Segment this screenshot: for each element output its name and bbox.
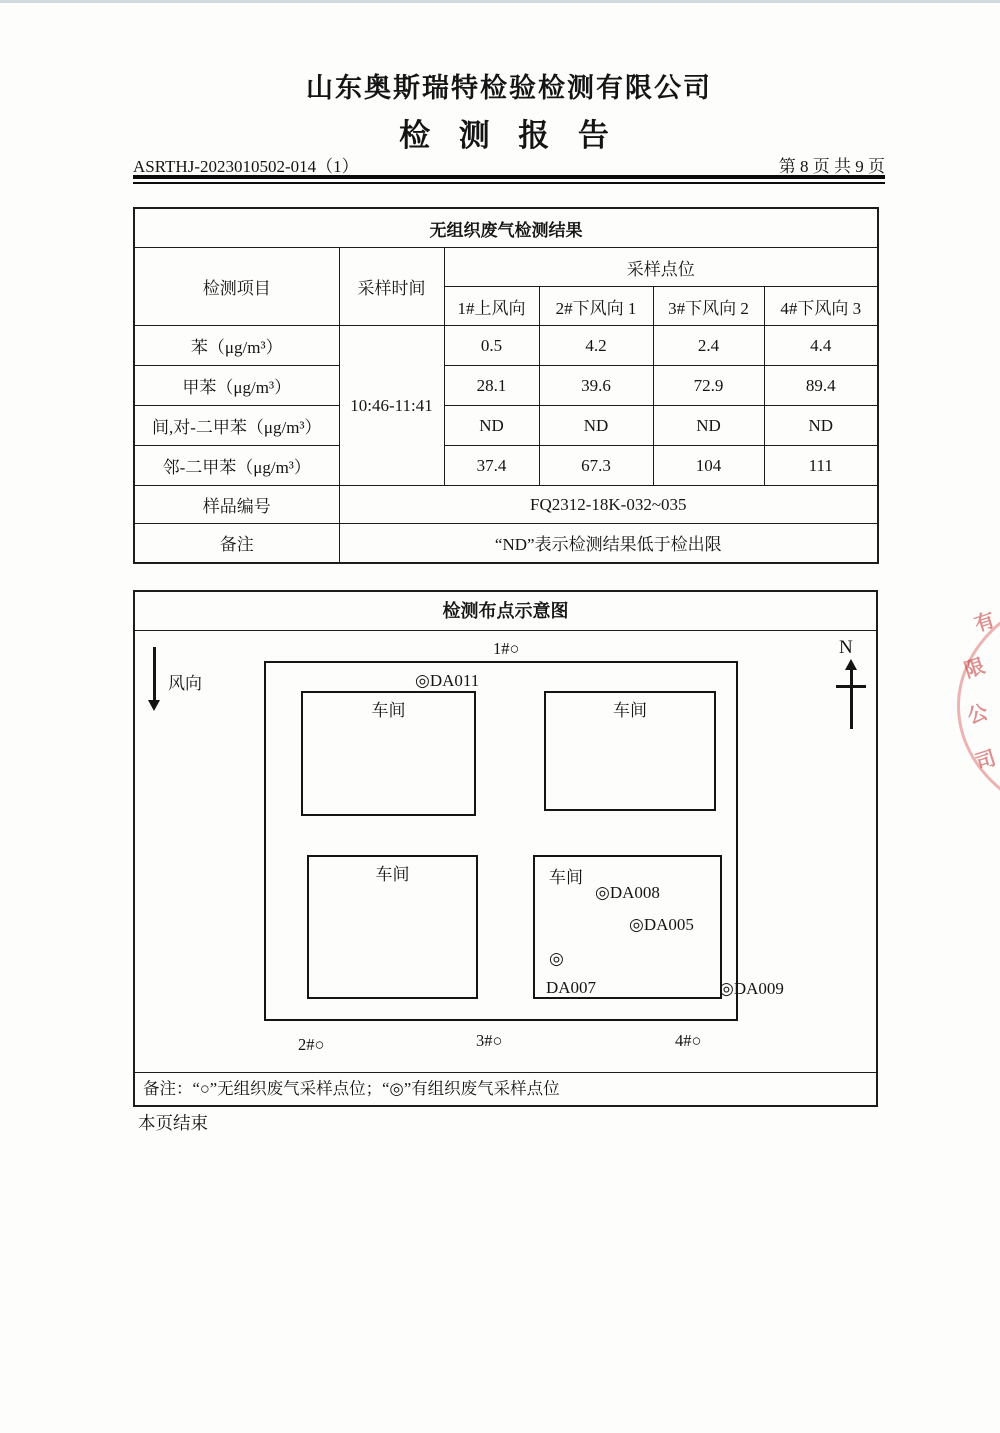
page-indicator: 第 8 页 共 9 页	[778, 157, 885, 176]
workshop-label: 车间	[549, 868, 583, 887]
value-cell: 28.1	[444, 366, 539, 406]
report-meta-row	[133, 152, 885, 177]
diagram-title: 检测布点示意图	[135, 592, 876, 631]
row-label-o-xylene: 邻-二甲苯（μg/m³）	[134, 446, 339, 486]
red-seal-char: 公	[964, 701, 991, 729]
stack-point-da007-symbol: ◎	[549, 949, 564, 968]
workshop-label: 车间	[375, 865, 410, 884]
stack-point-da008: ◎DA008	[595, 883, 660, 902]
sampling-point-4: 4#○	[675, 1031, 702, 1050]
sampling-time-cell: 10:46-11:41	[339, 326, 444, 486]
value-cell: 4.2	[539, 326, 653, 366]
stack-point-da009: ◎DA009	[719, 979, 784, 998]
company-name: 山东奥斯瑞特检验检测有限公司	[306, 73, 712, 103]
red-seal-char: 有	[971, 609, 998, 637]
north-arrow-crossbar	[836, 685, 866, 688]
workshop-label: 车间	[613, 701, 647, 720]
stack-point-da007-label: DA007	[546, 978, 597, 997]
value-cell: 72.9	[653, 366, 764, 406]
value-cell: ND	[444, 406, 539, 446]
point-header: 1#上风向	[444, 287, 539, 326]
north-label: N	[839, 637, 853, 658]
workshop-label: 车间	[371, 701, 406, 720]
wind-arrow-line	[153, 647, 156, 701]
wind-direction-label: 风向	[168, 674, 202, 693]
results-table-title: 无组织废气检测结果	[134, 208, 878, 248]
sampling-point-2: 2#○	[298, 1035, 325, 1054]
value-cell: 104	[653, 446, 764, 486]
point-header: 2#下风向 1	[539, 287, 653, 326]
value-cell: 39.6	[539, 366, 653, 406]
value-cell: ND	[539, 406, 653, 446]
diagram-canvas	[135, 631, 876, 1072]
col-header-time: 采样时间	[339, 248, 444, 326]
value-cell: 89.4	[764, 366, 878, 406]
sampling-point-3: 3#○	[476, 1031, 503, 1050]
workshop-top-left	[301, 691, 476, 816]
page-end-text: 本页结束	[138, 1113, 208, 1133]
sample-no-label: 样品编号	[134, 486, 339, 524]
value-cell: 37.4	[444, 446, 539, 486]
sample-no-value: FQ2312-18K-032~035	[339, 486, 878, 524]
remark-label: 备注	[134, 524, 339, 563]
point-header: 4#下风向 3	[764, 287, 878, 326]
value-cell: ND	[764, 406, 878, 446]
point-header: 3#下风向 2	[653, 287, 764, 326]
stack-point-da011: ◎DA011	[415, 671, 480, 690]
value-cell: 67.3	[539, 446, 653, 486]
diagram-note: 备注：“○”无组织废气采样点位；“◎”有组织废气采样点位	[135, 1072, 876, 1105]
results-table	[133, 207, 879, 564]
sampling-point-1: 1#○	[493, 639, 520, 658]
wind-arrow-head-icon	[148, 700, 160, 711]
col-header-item: 检测项目	[134, 248, 339, 326]
report-number: ASRTHJ-2023010502-014（1）	[133, 157, 359, 176]
row-label-mp-xylene: 间,对-二甲苯（μg/m³）	[134, 406, 339, 446]
red-seal-char: 限	[961, 655, 988, 683]
row-label-benzene: 苯（μg/m³）	[134, 326, 339, 366]
value-cell: 0.5	[444, 326, 539, 366]
north-arrow-line	[850, 667, 853, 729]
red-seal-char: 司	[972, 747, 999, 775]
value-cell: ND	[653, 406, 764, 446]
value-cell: 4.4	[764, 326, 878, 366]
layout-diagram	[133, 590, 878, 1107]
workshop-top-right	[544, 691, 716, 811]
scan-edge-artifact	[0, 0, 1000, 3]
report-title: 检 测 报 告	[399, 118, 619, 153]
stack-point-da005: ◎DA005	[629, 915, 694, 934]
remark-value: “ND”表示检测结果低于检出限	[339, 524, 878, 563]
workshop-bottom-left	[307, 855, 478, 999]
header-rule	[133, 175, 885, 184]
row-label-toluene: 甲苯（μg/m³）	[134, 366, 339, 406]
value-cell: 111	[764, 446, 878, 486]
col-header-points: 采样点位	[444, 248, 878, 287]
value-cell: 2.4	[653, 326, 764, 366]
